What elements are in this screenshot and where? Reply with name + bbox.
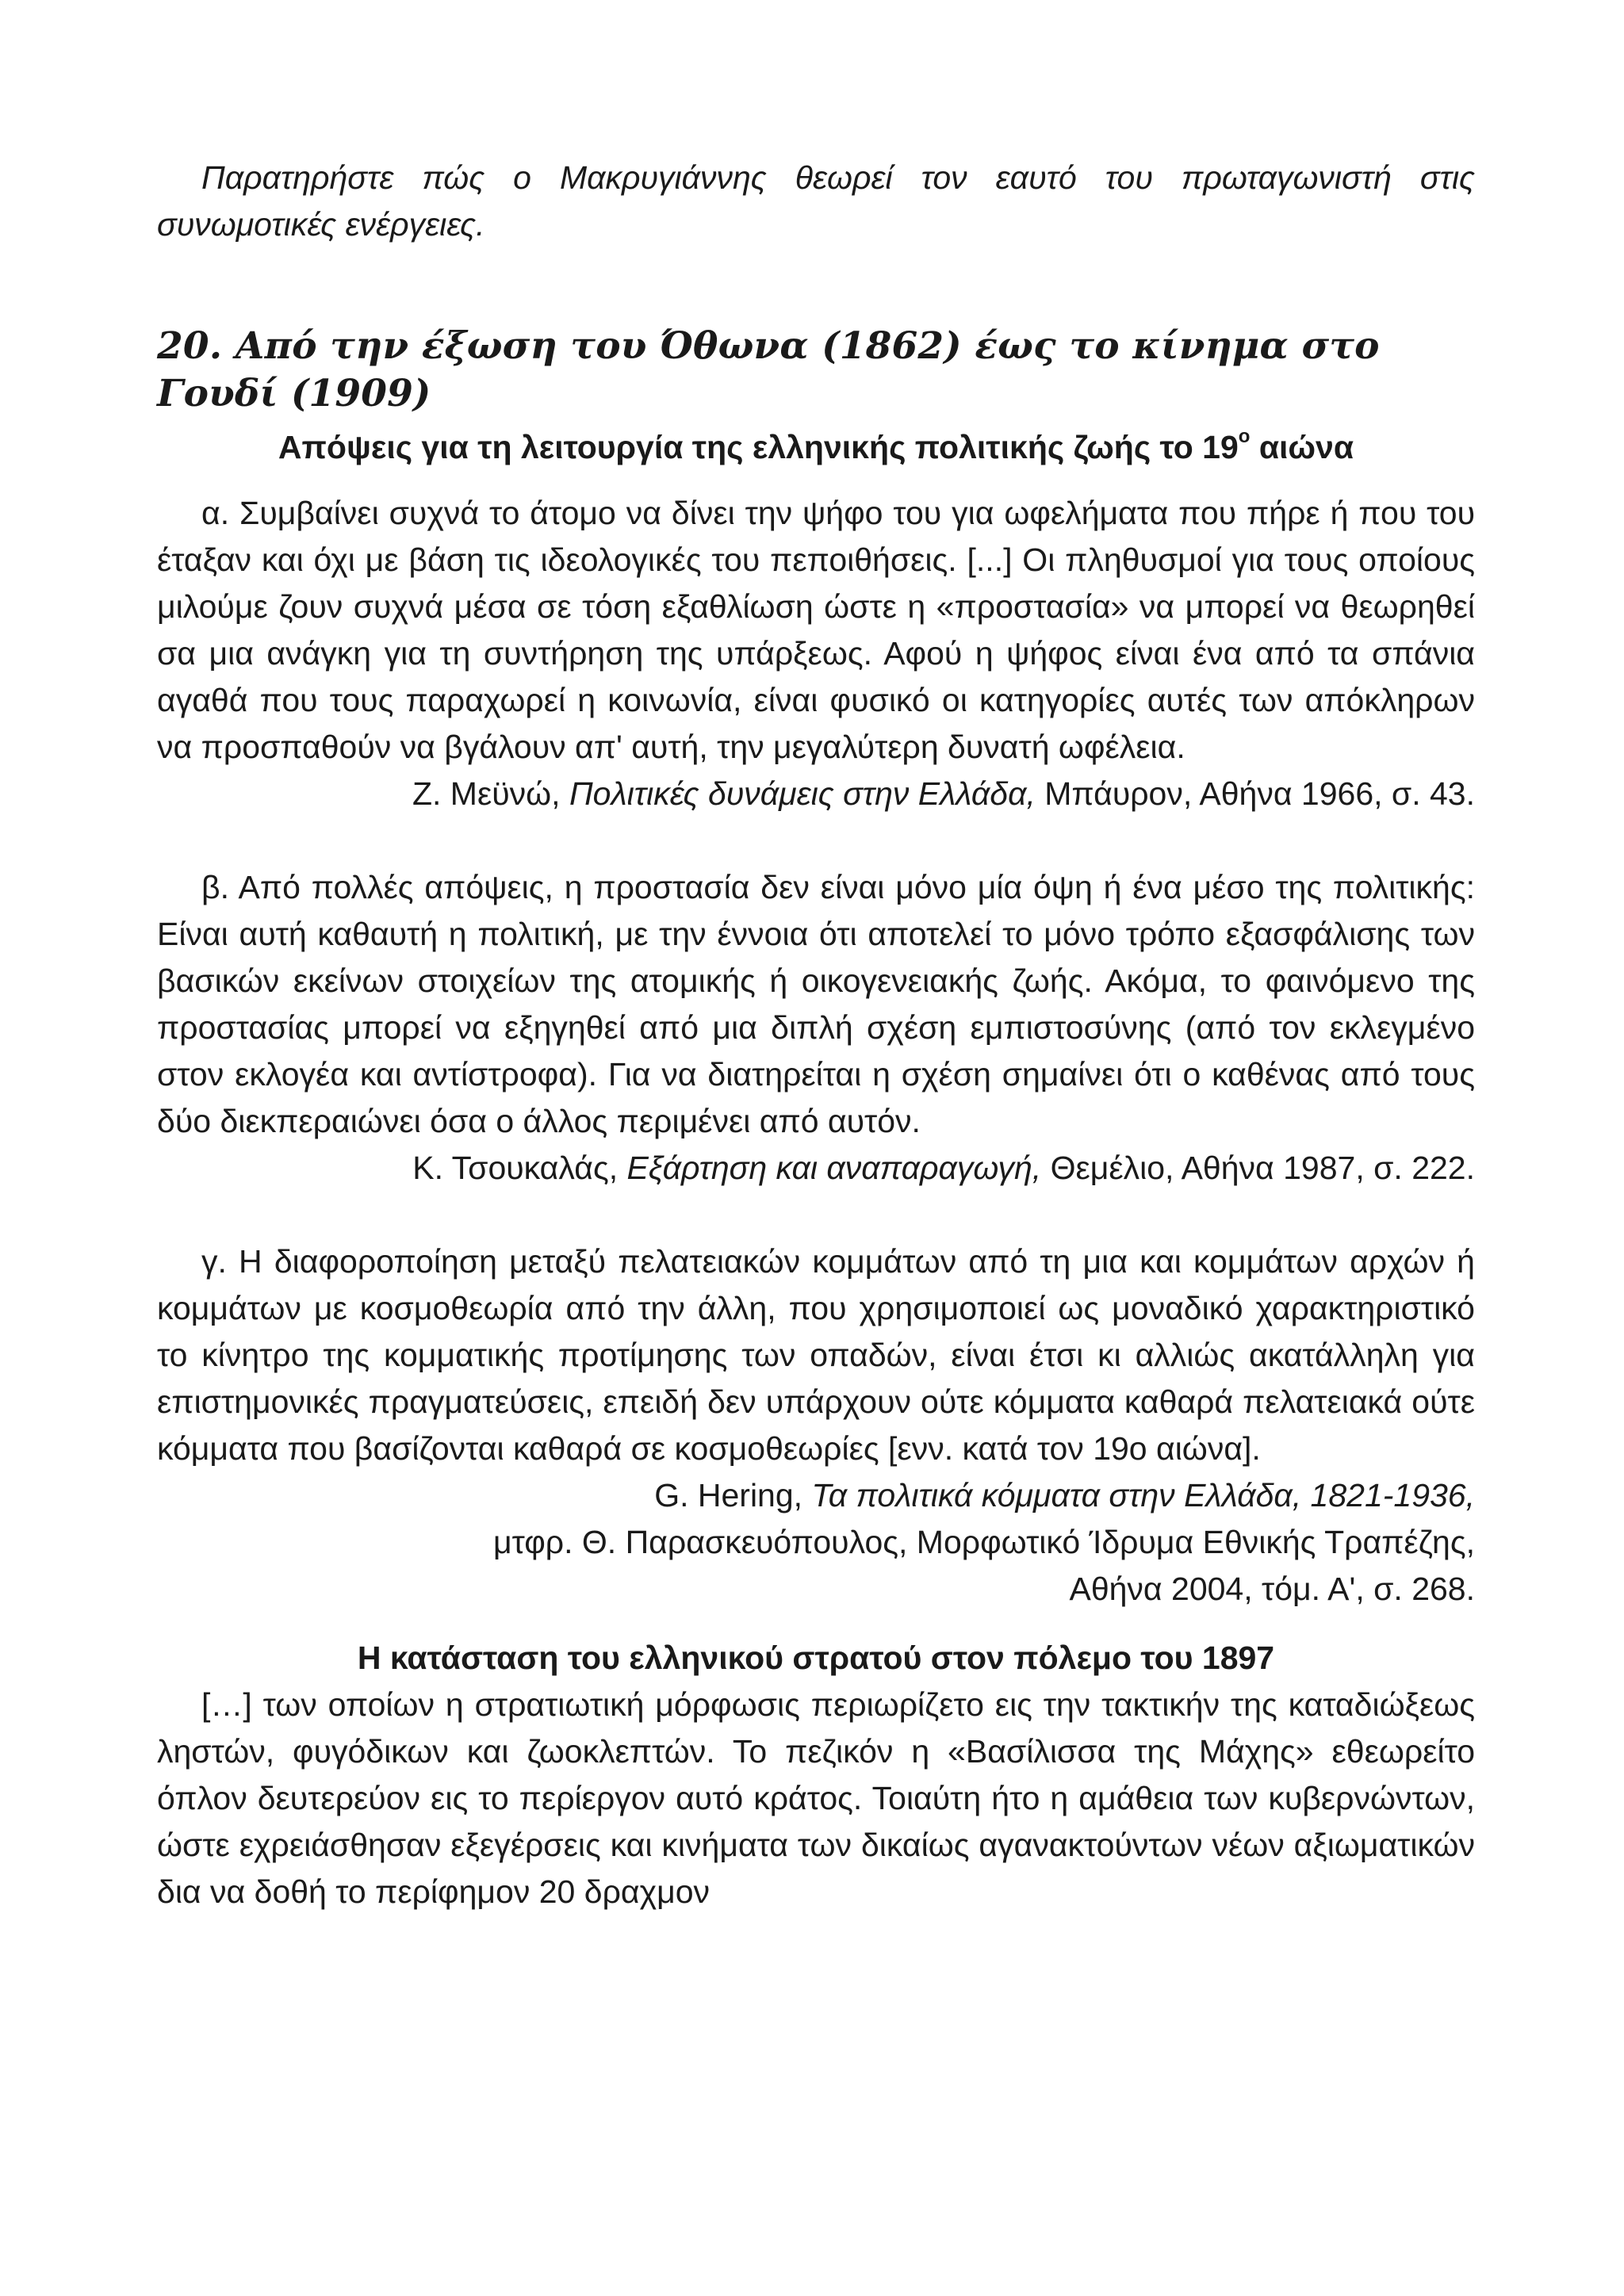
army-section-title: Η κατάσταση του ελληνικού στρατού στον πόλεμο του 1897 (357, 1640, 1275, 1676)
spacer (157, 1192, 1475, 1238)
source-a-citation (157, 771, 1475, 817)
subheading-text: Απόψεις για τη λειτουργία της ελληνικής πολιτικής ζωής το 19 (278, 429, 1239, 465)
source-c-citation-line3: Αθήνα 2004, τόμ. Α', σ. 268. (1069, 1571, 1475, 1607)
subheading-superscript: ο (1238, 426, 1251, 447)
source-b-author: Κ. Τσουκαλάς, (412, 1150, 627, 1186)
source-c-citation-line2: μτφρ. Θ. Παρασκευόπουλος, Μορφωτικό Ίδρυμα Εθνικής Τραπέζης, (492, 1524, 1475, 1560)
source-c-text: γ. Η διαφοροποίηση μεταξύ πελατειακών κομμάτων από τη μια και κομμάτων αρχών ή κομμάτων με κοσμοθεωρία από την άλλη, που χρησιμοποιεί ως μοναδικό χαρακτηριστικό το κίνητρο της κομματικής προτίμησης των οπαδών, είναι έτσι κι αλλιώς ακατάλληλη για επιστημονικές πραγματεύσεις, επειδή δεν υπάρχουν ούτε κόμματα καθαρά πελατειακά ούτε κόμματα που βασίζονται καθαρά σε κοσμοθεωρίες [ενν. κατά τον 19ο αιώνα]. (157, 1243, 1475, 1467)
intro-question: Παρατηρήστε πώς ο Μακρυγιάννης θεωρεί τον εαυτό του πρωταγωνιστή στις συνωμοτικές ενέργειες. (157, 159, 1475, 243)
source-a-title: Πολιτικές δυνάμεις στην Ελλάδα, (569, 775, 1036, 812)
chapter-heading: 20. Από την έξωση του Όθωνα (1862) έως το κίνημα στο Γουδί (1909) (157, 324, 1380, 415)
source-b-citation (157, 1145, 1475, 1192)
spacer (157, 817, 1475, 864)
source-b (157, 864, 1475, 1192)
source-c-citation (157, 1472, 1475, 1519)
source-b-publisher: Θεμέλιο, Αθήνα 1987, σ. 222. (1041, 1150, 1475, 1186)
army-section-text: […] των οποίων η στρατιωτική μόρφωσις περιωρίζετο εις την τακτικήν της καταδιώξεως ληστών, φυγόδικων και ζωοκλεπτών. Το πεζικόν η «Βασίλισσα της Μάχης» εθεωρείτο όπλον δευτερεύον εις το περίεργον αυτό κράτος. Τοιαύτη ήτο η αμάθεια των κυβερνώντων, ώστε εχρειάσθησαν εξεγέρσεις και κινήματα των δικαίως αγανακτούντων νέων αξιωματικών δια να δοθή το περίφημον 20 δραχμον (157, 1686, 1475, 1910)
source-c (157, 1238, 1475, 1613)
source-c-author: G. Hering, (654, 1477, 812, 1513)
source-a-text: α. Συμβαίνει συχνά το άτομο να δίνει την ψήφο του για ωφελήματα που πήρε ή που του έταξαν και όχι με βάση τις ιδεολογικές του πεποιθήσεις. [...] Οι πληθυσμοί για τους οποίους μιλούμε ζουν συχνά μέσα σε τόση εξαθλίωση ώστε η «προστασία» να μπορεί να θεωρηθεί σα μια ανάγκη για τη συντήρηση της υπάρξεως. Αφού η ψήφος είναι ένα από τα σπάνια αγαθά που τους παραχωρεί η κοινωνία, είναι φυσικό οι κατηγορίες αυτές των απόκληρων να προσπαθούν να βγάλουν απ' αυτή, την μεγαλύτερη δυνατή ωφέλεια. (157, 495, 1475, 765)
source-b-text: β. Από πολλές απόψεις, η προστασία δεν είναι μόνο μία όψη ή ένα μέσο της πολιτικής: Είναι αυτή καθαυτή η πολιτική, με την έννοια ότι αποτελεί το μόνο τρόπο εξασφάλισης των βασικών εκείνων στοιχείων της ατομικής ή οικογενειακής ζωής. Ακόμα, το φαινόμενο της προστασίας μπορεί να εξηγηθεί από μια διπλή σχέση εμπιστοσύνης (από τον εκλεγμένο στον εκλογέα και αντίστροφα). Για να διατηρείται η σχέση σημαίνει ότι ο καθένας από τους δύο διεκπεραιώνει όσα ο άλλος περιμένει από αυτόν. (157, 869, 1475, 1139)
source-b-title: Εξάρτηση και αναπαραγωγή, (626, 1150, 1042, 1186)
subheading-after: αιώνα (1250, 429, 1354, 465)
source-c-title: Τα πολιτικά κόμματα στην Ελλάδα, 1821-1936, (811, 1477, 1475, 1513)
source-a-author: Ζ. Μεϋνώ, (412, 775, 569, 812)
source-a-publisher: Μπάυρον, Αθήνα 1966, σ. 43. (1035, 775, 1475, 812)
source-a (157, 490, 1475, 817)
section-subheading (157, 424, 1475, 471)
